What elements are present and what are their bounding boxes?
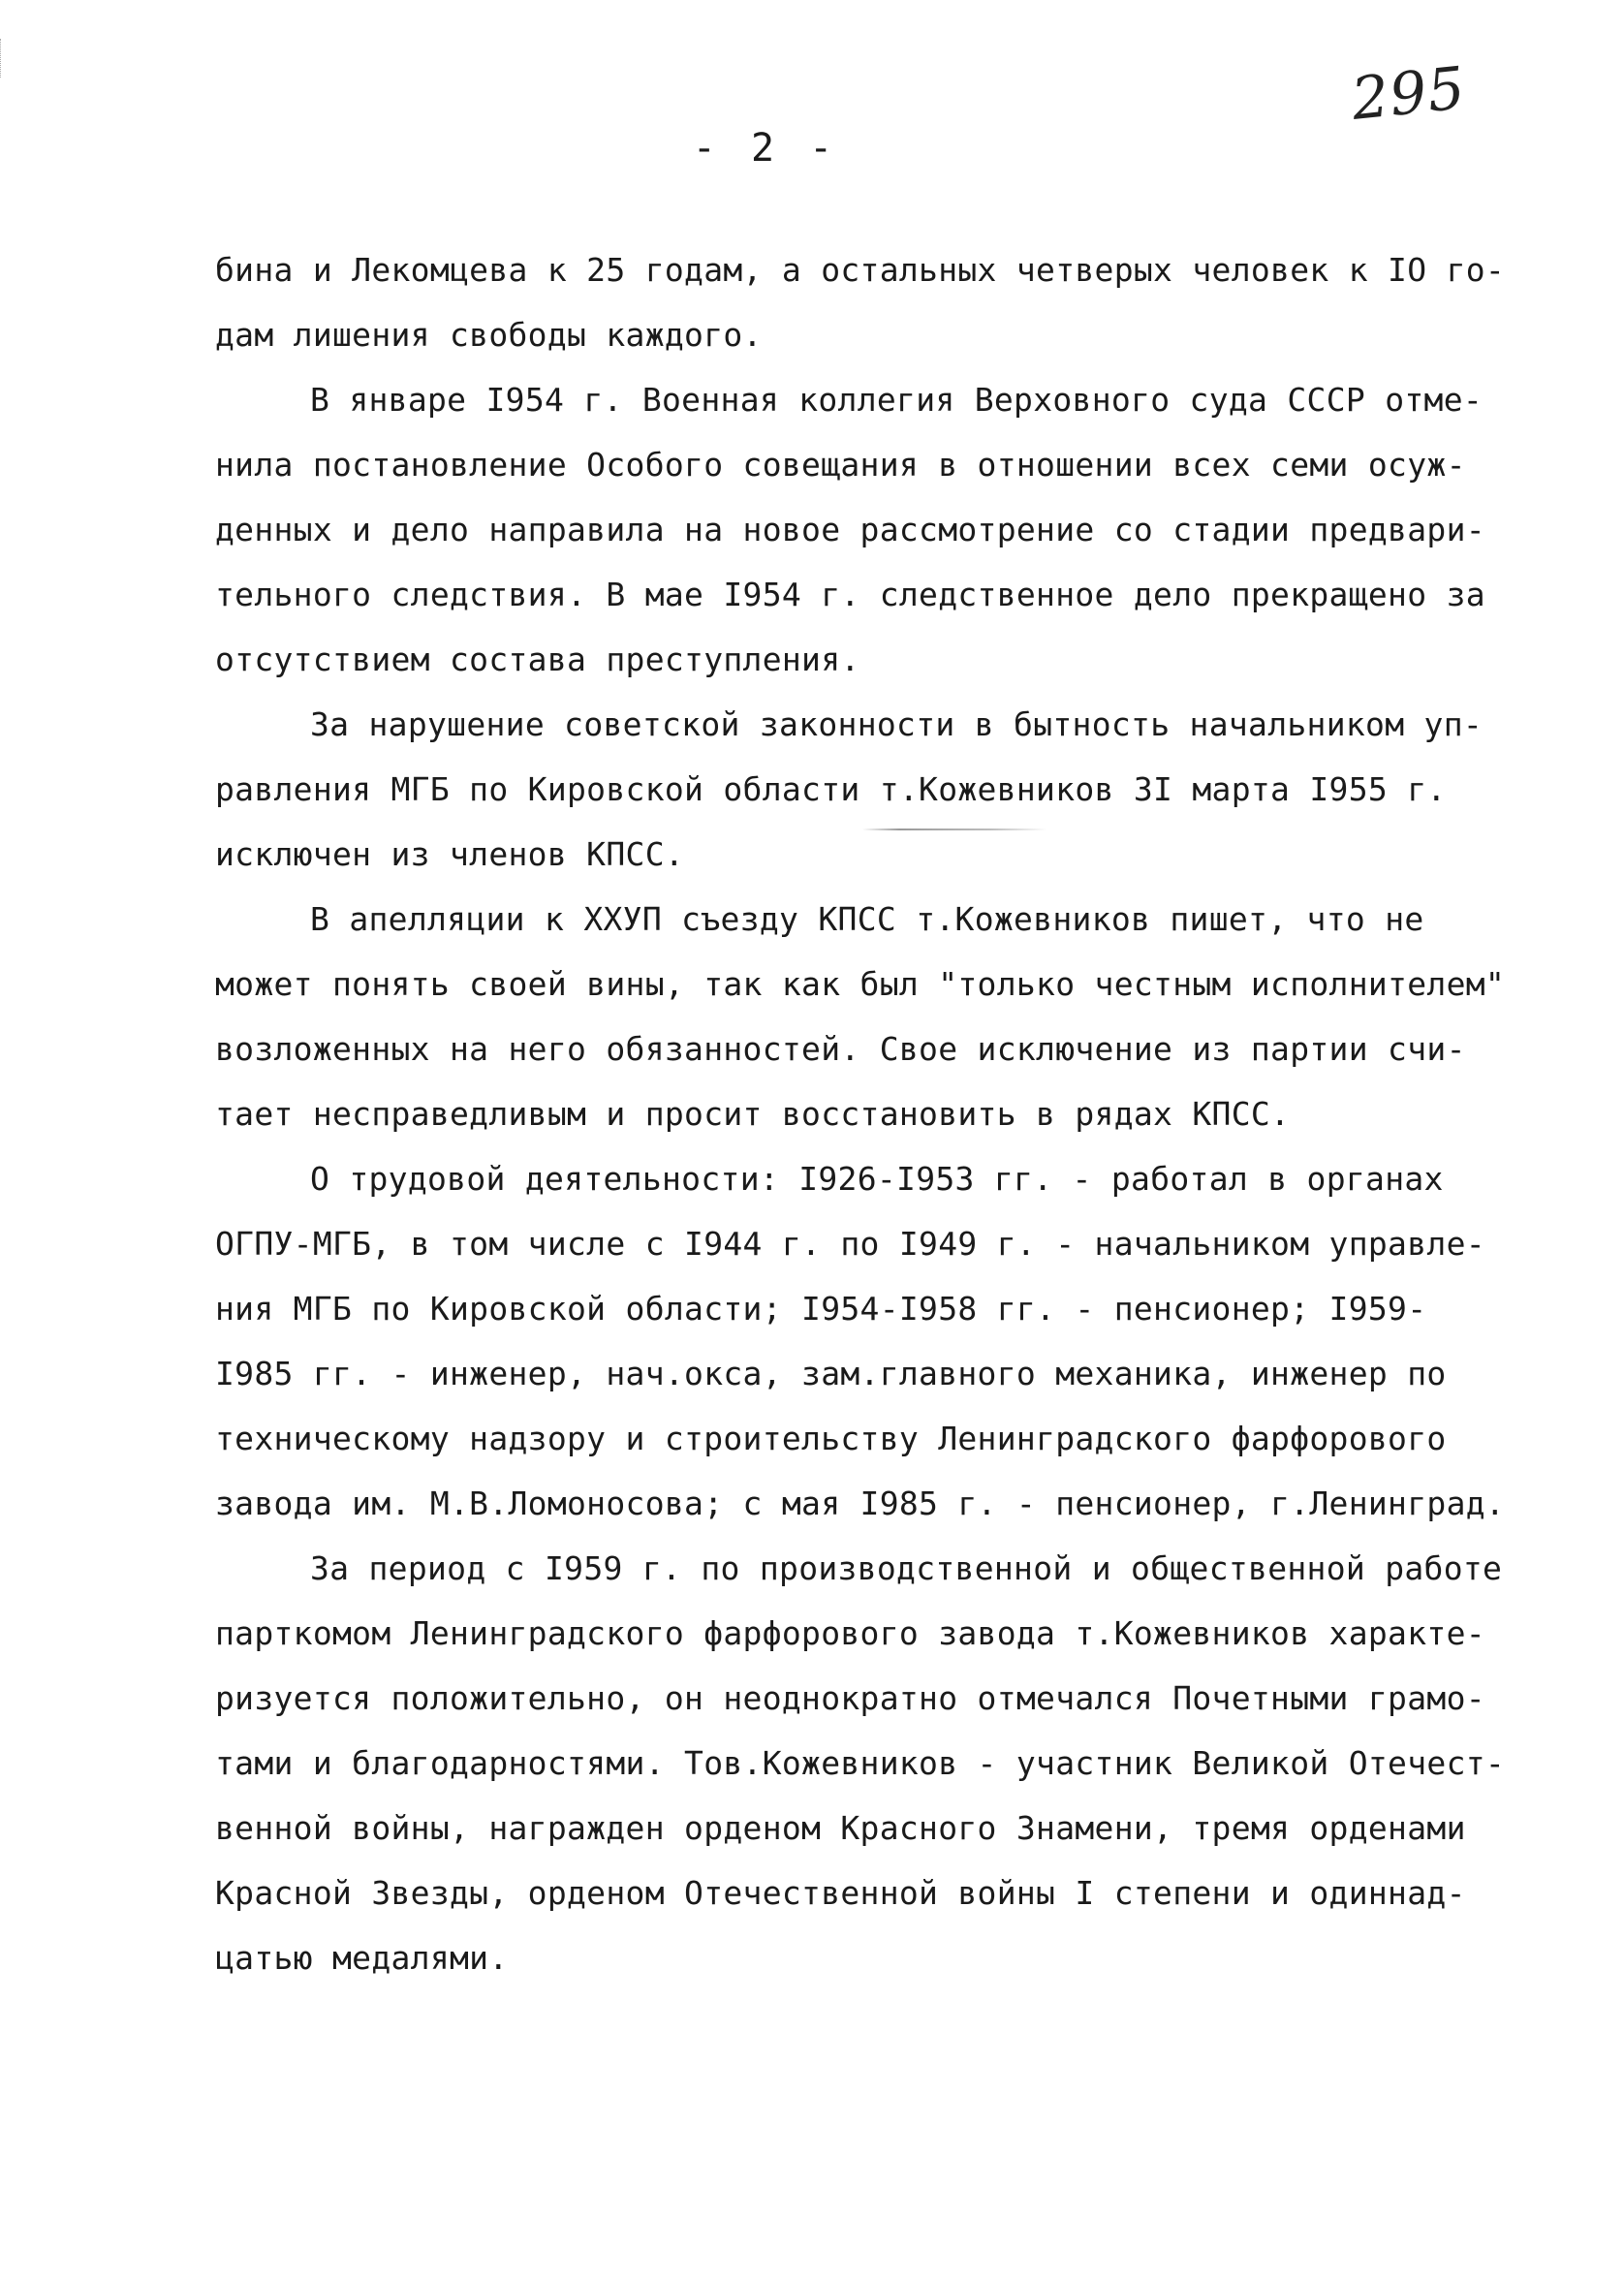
paragraph <box>215 367 1552 692</box>
text-line: исключен из членов КПСС. <box>215 835 685 873</box>
text-line: Красной Звезды, орденом Отечественной войны I степени и одиннад- <box>215 1874 1466 1912</box>
text-line: может понять своей вины, так как был "только честным исполнителем" <box>215 965 1506 1003</box>
text-line: отсутствием состава преступления. <box>215 641 860 678</box>
text-line: равления МГБ по Кировской области т.Кожевников 3I марта I955 г. <box>215 770 1447 808</box>
text-line: тельного следствия. В мае I954 г. следственное дело прекращено за <box>215 576 1485 613</box>
text-line: ризуется положительно, он неоднократно отмечался Почетными грамо- <box>215 1679 1485 1717</box>
text-line: денных и дело направила на новое рассмотрение со стадии предвари- <box>215 511 1485 548</box>
text-line: тает несправедливым и просит восстановить в рядах КПСС. <box>215 1095 1291 1133</box>
paragraph <box>215 1146 1552 1536</box>
text-line: возложенных на него обязанностей. Свое исключение из партии счи- <box>215 1030 1466 1068</box>
paragraph <box>215 887 1552 1146</box>
text-line: нила постановление Особого совещания в отношении всех семи осуж- <box>215 446 1466 484</box>
text-line: техническому надзору и строительству Ленинградского фарфорового <box>215 1420 1447 1457</box>
text-line: I985 гг. - инженер, нач.окса, зам.главного механика, инженер по <box>215 1355 1447 1392</box>
text-line: тами и благодарностями. Тов.Кожевников - участник Великой Отечест- <box>215 1744 1506 1782</box>
text-line: В январе I954 г. Военная коллегия Верховного суда СССР отме- <box>310 381 1483 419</box>
text-line: ОГПУ-МГБ, в том числе с I944 г. по I949 г. - начальником управле- <box>215 1225 1485 1263</box>
paragraph <box>215 692 1552 887</box>
text-line: ния МГБ по Кировской области; I954-I958 гг. - пенсионер; I959- <box>215 1290 1427 1328</box>
paragraph <box>215 237 1552 367</box>
page-number: - 2 - <box>692 126 839 171</box>
archive-page-number: 295 <box>1348 54 1469 134</box>
text-line: дам лишения свободы каждого. <box>215 316 763 354</box>
text-line: завода им. М.В.Ломоносова; с мая I985 г. - пенсионер, г.Ленинград. <box>215 1485 1506 1522</box>
document-body <box>215 237 1552 1990</box>
paragraph <box>215 1536 1552 1990</box>
text-line: бина и Лекомцева к 25 годам, а остальных четверых человек к IO го- <box>215 251 1506 289</box>
text-line: За нарушение советской законности в бытность начальником уп- <box>310 705 1483 743</box>
text-line: парткомом Ленинградского фарфорового завода т.Кожевников характе- <box>215 1614 1485 1652</box>
text-line: За период с I959 г. по производственной и общественной работе <box>310 1549 1503 1587</box>
text-line: цатью медалями. <box>215 1939 509 1977</box>
text-line: В апелляции к ХХУП съезду КПСС т.Кожевников пишет, что не <box>310 900 1424 938</box>
text-line: О трудовой деятельности: I926-I953 гг. - работал в органах <box>310 1160 1444 1198</box>
text-line: венной войны, награжден орденом Красного Знамени, тремя орденами <box>215 1809 1466 1847</box>
scan-edge-mark <box>0 39 4 78</box>
